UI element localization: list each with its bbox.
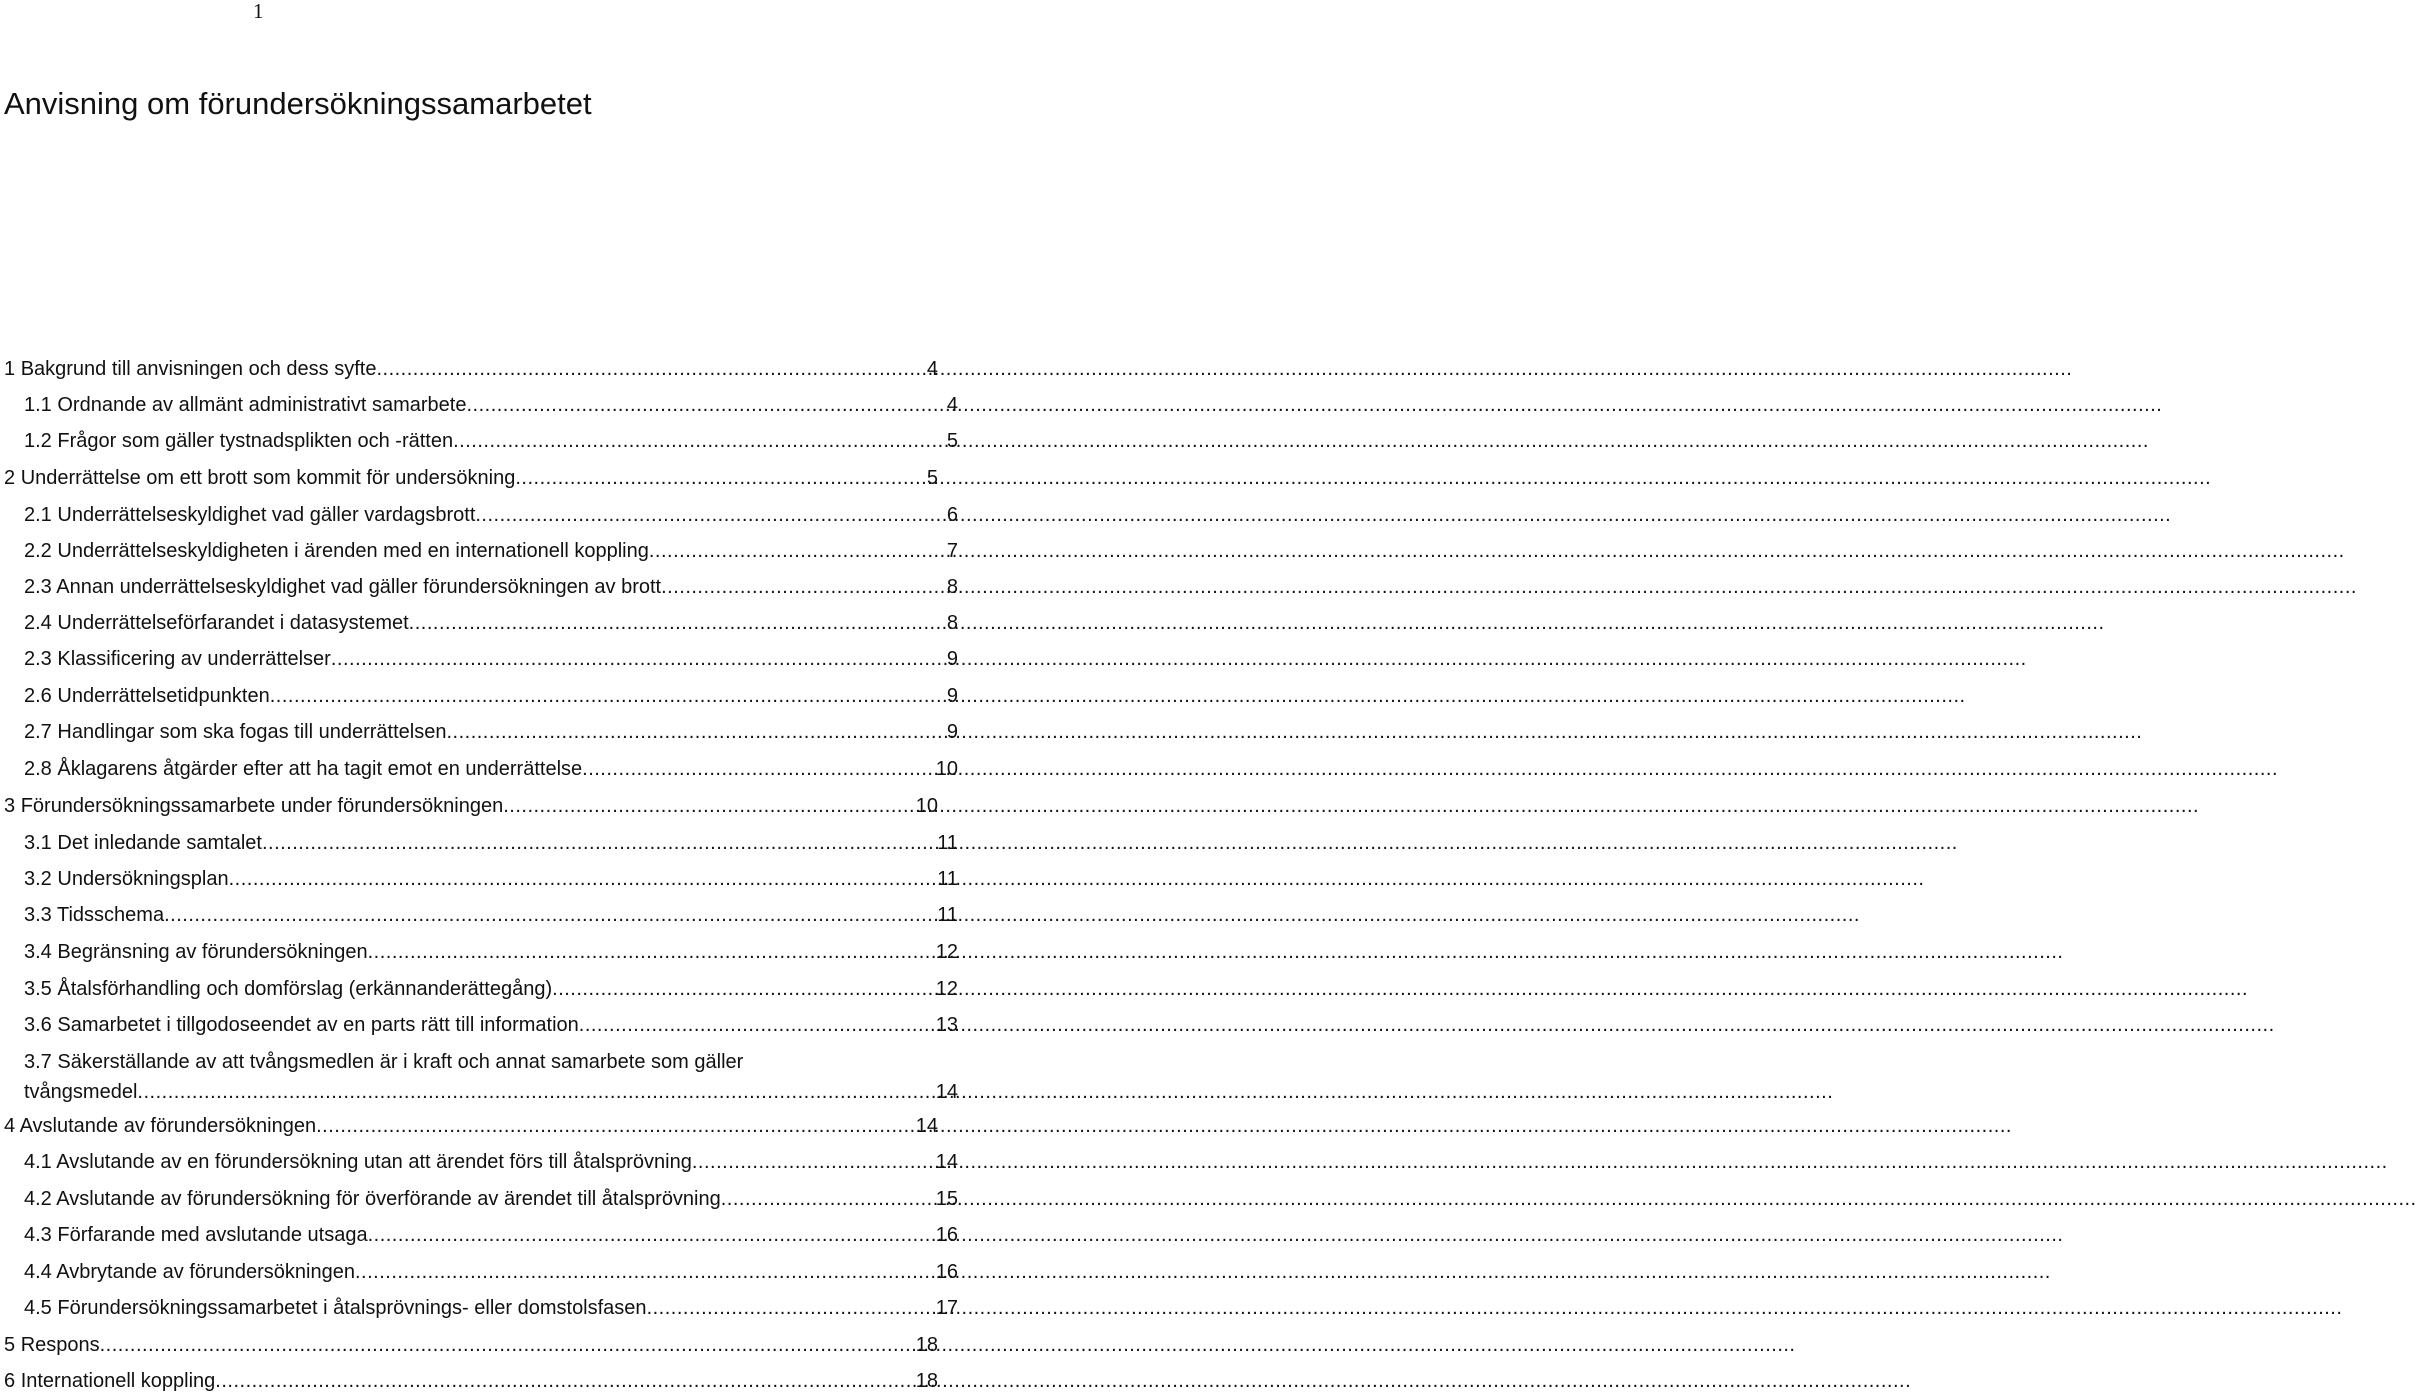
table-of-contents xyxy=(0,0,960,1395)
toc-entry-3-5[interactable] xyxy=(24,976,958,1002)
toc-entry-2-1[interactable] xyxy=(24,502,958,528)
toc-entry-title: 3.3 Tidsschema xyxy=(24,904,165,926)
toc-entry-title: 4.2 Avslutande av förundersökning för överförande av ärendet till åtalsprövning xyxy=(24,1188,721,1210)
toc-entry-4[interactable] xyxy=(4,1113,938,1139)
toc-entry-2-7[interactable] xyxy=(24,719,958,745)
toc-entry-title: 3 Förundersökningssamarbete under förundersökningen xyxy=(4,795,504,817)
toc-dot-leader xyxy=(515,465,923,491)
document-title: Anvisning om förundersökningssamarbetet xyxy=(4,86,592,121)
toc-dot-leader xyxy=(453,428,943,454)
toc-entry-title: 3.6 Samarbetet i tillgodoseendet av en parts rätt till information xyxy=(24,1014,579,1036)
toc-entry-page: 15 xyxy=(935,1188,958,1210)
toc-entry-page: 10 xyxy=(915,795,938,817)
toc-entry-title: 1 Bakgrund till anvisningen och dess syfte xyxy=(4,358,377,380)
toc-entry-3[interactable] xyxy=(4,793,938,819)
toc-dot-leader xyxy=(368,939,932,965)
toc-entry-1[interactable] xyxy=(4,356,938,382)
toc-entry-page: 14 xyxy=(935,1081,958,1103)
toc-dot-leader xyxy=(475,502,943,528)
toc-entry-page: 18 xyxy=(915,1334,938,1356)
toc-dot-leader xyxy=(262,830,933,856)
toc-dot-leader xyxy=(137,1079,931,1105)
toc-entry-title: 1.1 Ordnande av allmänt administrativt samarbete xyxy=(24,394,467,416)
toc-dot-leader xyxy=(331,646,943,672)
toc-entry-page: 6 xyxy=(946,504,958,526)
toc-dot-leader xyxy=(649,538,943,564)
toc-entry-page: 11 xyxy=(937,904,958,926)
toc-entry-page: 9 xyxy=(946,648,958,670)
toc-entry-page: 13 xyxy=(935,1014,958,1036)
toc-entry-4-4[interactable] xyxy=(24,1259,958,1285)
toc-entry-page: 18 xyxy=(915,1370,938,1392)
toc-entry-page: 7 xyxy=(946,540,958,562)
toc-entry-4-5[interactable] xyxy=(24,1295,958,1321)
toc-dot-leader xyxy=(647,1295,932,1321)
toc-entry-title: 6 Internationell koppling xyxy=(4,1370,216,1392)
toc-entry-page: 11 xyxy=(937,832,958,854)
toc-entry-wrapped-block xyxy=(24,1049,958,1105)
toc-entry-page: 14 xyxy=(915,1115,938,1137)
toc-entry-title: 4.1 Avslutande av en förundersökning utan att ärendet förs till åtalsprövning xyxy=(24,1151,692,1173)
toc-entry-title: 2.1 Underrättelseskyldighet vad gäller vardagsbrott xyxy=(24,504,476,526)
toc-dot-leader xyxy=(582,756,932,782)
toc-entry-page: 12 xyxy=(935,941,958,963)
toc-entry-3-4[interactable] xyxy=(24,939,958,965)
toc-dot-leader xyxy=(661,574,943,600)
toc-entry-title: 3.1 Det inledande samtalet xyxy=(24,832,262,854)
toc-entry-title: 2.8 Åklagarens åtgärder efter att ha tagit emot en underrättelse xyxy=(24,758,583,780)
toc-entry-5[interactable] xyxy=(4,1332,938,1358)
toc-entry-title: 4.3 Förfarande med avslutande utsaga xyxy=(24,1224,368,1246)
toc-entry-title: 4.4 Avbrytande av förundersökningen xyxy=(24,1261,355,1283)
toc-dot-leader xyxy=(229,866,934,892)
toc-dot-leader xyxy=(409,610,943,636)
toc-entry-title: 2 Underrättelse om ett brott som kommit för undersökning xyxy=(4,467,516,489)
toc-dot-leader xyxy=(376,356,922,382)
toc-entry-title: 3.2 Undersökningsplan xyxy=(24,868,229,890)
toc-dot-leader xyxy=(270,683,943,709)
toc-dot-leader xyxy=(215,1368,911,1394)
toc-dot-leader xyxy=(100,1332,912,1358)
toc-entry-page: 8 xyxy=(946,576,958,598)
page-number: 1 xyxy=(253,0,264,23)
toc-entry-title: 5 Respons xyxy=(4,1334,100,1356)
toc-entry-title: 2.3 Annan underrättelseskyldighet vad gäller förundersökningen av brott xyxy=(24,576,662,598)
toc-entry-page: 8 xyxy=(946,612,958,634)
toc-entry-2-2[interactable] xyxy=(24,538,958,564)
toc-entry-6[interactable] xyxy=(4,1368,938,1394)
toc-entry-title: 3.5 Åtalsförhandling och domförslag (erkännanderättegång) xyxy=(24,978,553,1000)
toc-entry-page: 4 xyxy=(946,394,958,416)
toc-entry-4-2[interactable] xyxy=(24,1186,958,1212)
toc-entry-page: 10 xyxy=(935,758,958,780)
toc-dot-leader xyxy=(692,1149,932,1175)
toc-dot-leader xyxy=(316,1113,912,1139)
toc-dot-leader xyxy=(355,1259,932,1285)
toc-entry-page: 17 xyxy=(935,1297,958,1319)
toc-entry-page: 4 xyxy=(926,358,938,380)
toc-entry-page: 14 xyxy=(935,1151,958,1173)
toc-dot-leader xyxy=(579,1012,932,1038)
toc-dot-leader xyxy=(164,902,933,928)
toc-entry-title: 1.2 Frågor som gäller tystnadsplikten och -rätten xyxy=(24,430,454,452)
toc-entry-3-6[interactable] xyxy=(24,1012,958,1038)
toc-entry-2-3b[interactable] xyxy=(24,646,958,672)
toc-entry-page: 12 xyxy=(935,978,958,1000)
toc-entry-title: 4 Avslutande av förundersökningen xyxy=(4,1115,317,1137)
toc-entry-3-7[interactable] xyxy=(24,1049,958,1107)
toc-entry-page: 5 xyxy=(946,430,958,452)
toc-entry-title: 2.2 Underrättelseskyldigheten i ärenden med en internationell koppling xyxy=(24,540,649,562)
toc-entry-4-1[interactable] xyxy=(24,1149,958,1175)
toc-entry-2-3[interactable] xyxy=(24,574,958,600)
toc-entry-page: 9 xyxy=(946,685,958,707)
toc-entry-2-6[interactable] xyxy=(24,683,958,709)
toc-dot-leader xyxy=(466,392,942,418)
toc-dot-leader xyxy=(552,976,932,1002)
toc-entry-4-3[interactable] xyxy=(24,1222,958,1248)
toc-entry-page: 11 xyxy=(937,868,958,890)
toc-entry-page: 5 xyxy=(926,467,938,489)
toc-entry-3-1[interactable] xyxy=(24,830,958,856)
toc-entry-1-2[interactable] xyxy=(24,428,958,454)
toc-entry-1-1[interactable] xyxy=(24,392,958,418)
toc-entry-title: 2.7 Handlingar som ska fogas till underrättelsen xyxy=(24,721,447,743)
toc-entry-2-4[interactable] xyxy=(24,610,958,636)
toc-entry-3-3[interactable] xyxy=(24,902,958,928)
toc-entry-page: 9 xyxy=(946,721,958,743)
toc-dot-leader xyxy=(368,1222,932,1248)
toc-entry-title: 3.4 Begränsning av förundersökningen xyxy=(24,941,368,963)
toc-entry-title-continuation xyxy=(24,1079,958,1105)
toc-dot-leader xyxy=(503,793,912,819)
toc-entry-title: 2.6 Underrättelsetidpunkten xyxy=(24,685,270,707)
toc-entry-2[interactable] xyxy=(4,465,938,491)
toc-entry-title: 4.5 Förundersökningssamarbetet i åtalsprövnings- eller domstolsfasen xyxy=(24,1297,647,1319)
toc-dot-leader xyxy=(446,719,942,745)
toc-entry-title: 3.7 Säkerställande av att tvångsmedlen är i kraft och annat samarbete som gäller xyxy=(24,1051,744,1073)
toc-entry-2-8[interactable] xyxy=(24,756,958,782)
toc-entry-title: 2.4 Underrättelseförfarandet i datasystemet xyxy=(24,612,409,634)
toc-entry-3-2[interactable] xyxy=(24,866,958,892)
toc-entry-page: 16 xyxy=(935,1261,958,1283)
toc-entry-title-line2: tvångsmedel xyxy=(24,1081,138,1103)
toc-entry-page: 16 xyxy=(935,1224,958,1246)
toc-dot-leader xyxy=(721,1186,932,1212)
toc-entry-title: 2.3 Klassificering av underrättelser xyxy=(24,648,331,670)
